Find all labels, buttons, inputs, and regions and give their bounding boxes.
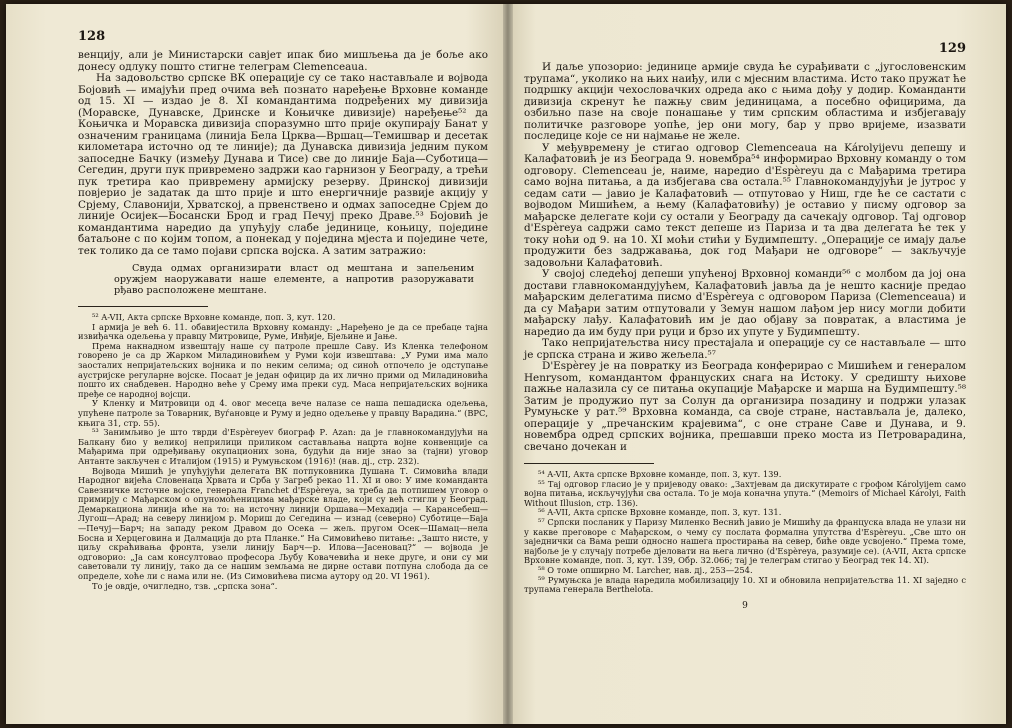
footnote: Војвода Мишић је упућујући делегата ВК потпуковника Душана Т. Симовића влади Народног вијећа Словенаца Хрвата и Срба у Загреб рекао 11. XI и ово: У име команданта Савезничке источне војске, генерала Franchet d'Espèreya, за треба да потпишем уговор о примирју с Мађарском о опуномоћеницима мађарске владе, који су већ стигли у Београд. Демаркациона линија иће на то: на источну линији Оршава—Мехадија — Карансебеш—Лугош—Арад; на северу линијом р. Мориш до Сегедина — изнад (северно) Суботице—Баја—Печуј—Барч; на западу реком Дравом до Осека — жељ. пругом Осек—Шамац—нела Босна и Херцеговина и Далмација до рта Планке.“ На Симовићево питање: „Зашто нисте, у циљу скраћивања фронта, узели линију Барч—р. Илова—Јасеновац?“ — војвода је одговорио: „Ја сам консултовао професора Љубу Ковачевића и неке друге, и они су ми саветовали ту линију, тако да се нашим земљама не дирне остави потпуна слобода да се определе, хоће ли с нама или не. (Из Симовићева писма аутору од 20. VI 1961). [78, 465, 488, 582]
footnote-rule [524, 463, 654, 464]
footnote: ⁵⁴ A-VII, Акта српске Врховне команде, поп. 3, кут. 139. [538, 469, 782, 479]
paragraph: И даље упозорио: јединице армије свуда ће сурађивати с „југословенским трупама“, уколико на њих наиђу, или с мјесним властима. Исто тако пружат ће подршку акцији чехословачких одреда ако с њима дођу у додир. Команданти дивизија скренут ће пажњу свим јединицама, а посебно официрима, да озбиљно пазе на своје понашање у тим српским областима и избјегавају политичке разговоре уопће, јер они могу, бар у прво вријеме, изазвати последице које се ни најмање не желе. [524, 61, 966, 142]
footnote: ⁵² A-VII, Акта српске Врховне команде, поп. 3, кут. 120. [92, 312, 336, 322]
footnote: У Кленку и Митровици од 4. овог месеца вече налазе се наша пешадиска одељења, упућене патроле за Товарник, Вуѓановце и Руму и једно одељење у правцу Варадина.“ (ВРС, књига 31, стр. 55). [78, 398, 488, 428]
footnote: ⁵³ Занимљиво је што тврди d'Espèreyev биограф Р. Azan: да је главнокомандујући на Балкану био у великој неприлици приликом састављања нацрта војне конвенције са Мађарима при одређивању окупационих зона, будући да није знао за (тајни) уговор Антанте закључен с Италијом (1915) и Румуњском (1916)! (нав. дј., стр. 232). [78, 427, 488, 466]
paragraph: На задовољство српске ВК операције су се тако настављале и војвода Бојовић — имајући пред очима већ познато наређење Врховне команде од 15. XI — издао је 8. XI командантима подређених му дивизија (Моравске, Дунавске, Дринске и Коњичке дивизије) наређење⁵² да Коњичка и Моравска дивизија споразумно што прије окупирају Банат у означеним границама (линија Бела Црква—Вршац—Темишвар и десетак километара источно од те линије); да Дунавска дивизија једним пуком запоседне Бачку (између Дунава и Тисе) све до линије Баја—Суботица—Сегедин, други пук привремено задржи као гарнизон у Београду, а трећи пук третира као привремену армијску резерву. Дринској дивизији повјерио је задатак да што прије и што енергичније развије акцију у Срјему, Славонији, Хрватској, а првенствено и одмах запоседне Срјем до линије Осијек—Босански Брод и град Печуј преко Драве.⁵³ Бојовић је командантима наредио да упућују слабе јединице, коњицу, поједине батаљоне с по којим топом, а понекад у поједина мјеста и поједине чете, тек толико да се тамо појави српска војска. А затим затражио: [78, 72, 488, 257]
footnote: ⁵⁵ Тај одговор гласио је у пријеводу овако: „Захтјевам да дискутирате с грофом Károlyijem само војна питања, искључујући сва остала. То је моја коначна упута.“ (Memoirs of Michael Károlyi, Faith Without Illusion, стр. 136). [524, 478, 966, 508]
paragraph: D'Espèrey је на повратку из Београда конферирао с Мишићем и генералом Henrysom, командантом француских снага на Истоку. У средишту њихове пажње налазила су се питања окупације Мађарске и марша на Будимпешту.⁵⁸ Затим је продужио пут за Солун да организира позадину и подржи улазак Румуњске у рат.⁵⁹ Врховна команда, са своје стране, настављала је, далеко, операције у „пречанским крајевима“, с оне стране Саве и Дунава, и 9. новембра одред српских војника, прешавши преко моста из Петроварадина, свечано дочекан и [524, 360, 966, 453]
footnote: То је овдје, очигледно, тзв. „српска зона“. [92, 580, 278, 591]
paragraph: У међувремену је стигао одговор Clemenceaua на Károlyijevu депешу и Калафатовић је из Београда 9. новембра⁵⁴ информирао Врховну команду о том одговору. Clemenceau је, наиме, наредио d'Espèreyu да с Мађарима третира само војна питања, а да избјегава сва остала.⁵⁵ Главнокомандујући је јутрос у седам сати — јавио је Калафатовић — отпутовао у Ниш, где ће се састати с војводом Мишићем, а њему (Калафатовићу) је оставио у писму одговор за мађарске делегате који су остали у Београду да сачекају одговор. Тај одговор d'Espèreya садржи само текст депеше из Париза и та два делегата ће тек у току ноћи од 9. на 10. XI моћи стићи у Будимпешту. „Операције се имају даље продужити без задржавања, док год Мађари не одговоре“ — закључује задовољни Калафатовић. [524, 141, 966, 269]
right-page [506, 4, 1006, 724]
footnote: ⁵⁸ О томе опширно M. Larcher, нав. дј., 253—254. [538, 564, 753, 575]
footnote: ⁵⁶ A-VII, Акта српске Врховне команде, поп. 3, кут. 131. [538, 507, 782, 518]
page-number: 128 [78, 29, 106, 44]
paragraph: венцију, али је Министарски савјет ипак био мишљења да је боље ако донесу одлуку пошто стигне телеграм Clemenceaua. [78, 49, 488, 73]
footnote: ⁵⁹ Румуњска је влада наредила мобилизацију 10. XI и обновила непријатељства 11. XI заједно с трупама генерала Berthelota. [524, 574, 966, 595]
footnote-rule [78, 306, 208, 307]
footnote: Према накнадном извештају наше су патроле прешле Саву. Из Кленка телефоном говорено је са др Жарком Миладиновићем у Руми који извештава: „У Руми има мало заосталих непријатељских војника и по неким селима; од синоћ отпочело је одступање аустријске регуларне војске. Посаат је један официр да их лично прими од Миладиновића пошто их снабдевен. Народно веће у Срему има преки суд. Маса непријатељских војника пређе се народној војсци. [78, 340, 488, 399]
footnote: ⁵⁷ Српски посланик у Паризу Миленко Веснић јавио је Мишићу да француска влада не улази ни у какве преговоре с Мађарском, о чему су послата формална упутства d'Espèreyu. „Све што он заједнички са Вама реши односно нашега простирања на север, биће овде усвојено.“ Према томе, најбоље је у случају потребе дјеловати на њега лично (d'Espèreya, разумије се). (A-VII, Акта српске Врховне команде, поп. 3, кут. 139, Обр. 32.066; тај је телеграм стигао у Београд тек 14. XI). [524, 516, 966, 566]
main-text [524, 62, 966, 453]
footnotes [524, 470, 966, 595]
block-quote: Свуда одмах организирати власт од мештана и запељеним оружјем наоружавати наше елементе, а напротив разоружавати рђаво расположене мештане. [114, 263, 474, 296]
main-text [78, 50, 488, 257]
paragraph: У својој следећој депеши упућеној Врховној команди⁵⁶ с молбом да јој она достави главнокомандујућем, Калафатовић јавља да је нешто касније предао мађарским делегатима писмо d'Espèreya с одговором Париза (Clemenceaua) и да су Мађари затим отпутовали у Земун нашом лађом јер нису могли добити мађарску лађу. Калафатовић им је дао објаву за повратак, а властима је наредио да им буду при руци и брзо их упуте у Будимпешту. [524, 268, 966, 338]
book-gutter [503, 4, 513, 724]
paragraph: Тако непријатељства нису престајала и операције су се настављале — што је српска страна и живо жељела.⁵⁷ [524, 337, 966, 361]
book-spread [6, 4, 1006, 724]
footnote: I армија је већ 6. 11. обавијестила Врховну команду: „Наређено је да се пребаце тајна извиђачка одељења у правцу Митровице, Руме, Инђије, Бјељине и Јање. [78, 321, 488, 342]
signature-mark: 9 [742, 600, 748, 611]
footnotes [78, 313, 488, 591]
left-page [6, 4, 506, 724]
page-number: 129 [938, 41, 966, 56]
